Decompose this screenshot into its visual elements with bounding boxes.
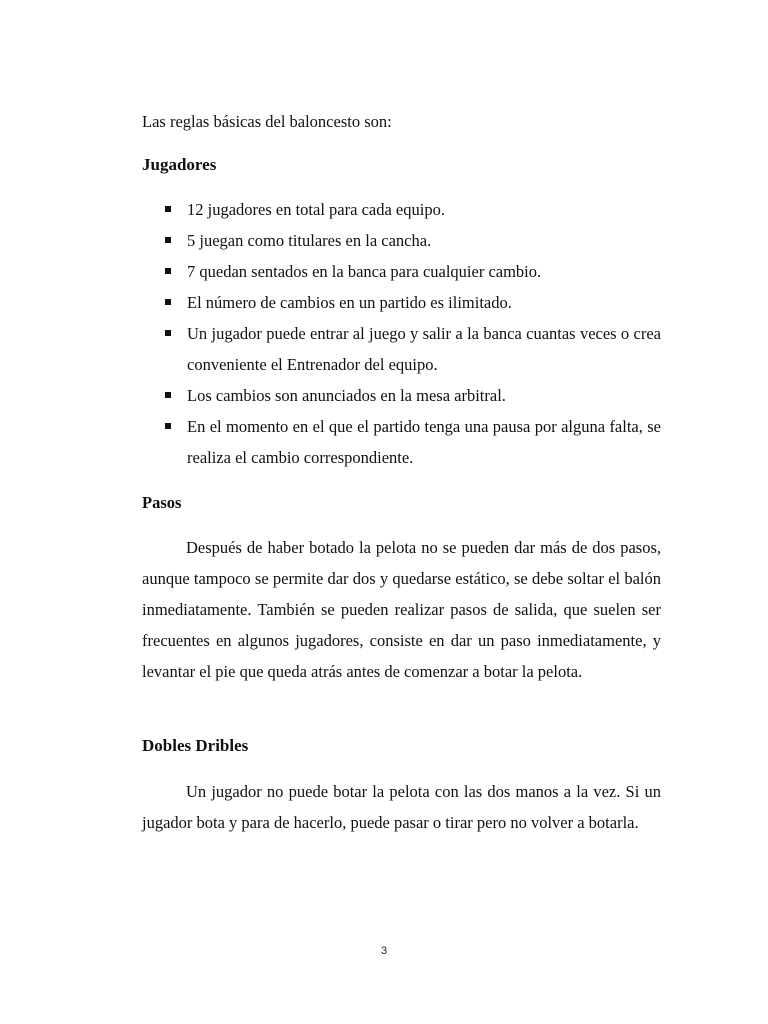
- square-bullet-icon: [165, 330, 171, 336]
- list-item: [142, 194, 661, 225]
- list-item-text: 5 juegan como titulares en la cancha.: [187, 231, 432, 250]
- square-bullet-icon: [165, 237, 171, 243]
- list-item-text: 7 quedan sentados en la banca para cualquier cambio.: [187, 262, 542, 281]
- list-item-text: 12 jugadores en total para cada equipo.: [187, 200, 445, 219]
- intro-text: Las reglas básicas del baloncesto son:: [142, 112, 392, 131]
- paragraph-dobles-dribles: Un jugador no puede botar la pelota con las dos manos a la vez. Si un jugador bota y para de hacerlo, puede pasar o tirar pero no volver a botarla.: [142, 782, 661, 832]
- jugadores-bullet-list: [142, 194, 661, 473]
- heading-dobles-dribles: Dobles Dribles: [142, 736, 249, 755]
- list-item: [142, 380, 661, 411]
- list-item-text: En el momento en el que el partido tenga una pausa por alguna falta, se realiza el cambio correspondiente.: [187, 417, 661, 467]
- page-number: 3: [380, 945, 388, 957]
- list-item: [142, 411, 661, 473]
- list-item: [142, 256, 661, 287]
- list-item-text: El número de cambios en un partido es ilimitado.: [187, 293, 512, 312]
- square-bullet-icon: [165, 423, 171, 429]
- square-bullet-icon: [165, 268, 171, 274]
- square-bullet-icon: [165, 299, 171, 305]
- list-item: [142, 287, 661, 318]
- list-item: [142, 225, 661, 256]
- square-bullet-icon: [165, 392, 171, 398]
- heading-jugadores: Jugadores: [142, 155, 217, 174]
- heading-pasos: Pasos: [142, 493, 182, 512]
- paragraph-pasos: Después de haber botado la pelota no se pueden dar más de dos pasos, aunque tampoco se permite dar dos y quedarse estático, se debe soltar el balón inmediatamente. También se pueden realizar pasos de salida, que suelen ser frecuentes en algunos jugadores, consiste en dar un paso inmediatamente, y levantar el pie que queda atrás antes de comenzar a botar la pelota.: [142, 538, 661, 681]
- list-item-text: Los cambios son anunciados en la mesa arbitral.: [187, 386, 506, 405]
- list-item: [142, 318, 661, 380]
- square-bullet-icon: [165, 206, 171, 212]
- list-item-text: Un jugador puede entrar al juego y salir a la banca cuantas veces o crea conveniente el Entrenador del equipo.: [187, 324, 661, 374]
